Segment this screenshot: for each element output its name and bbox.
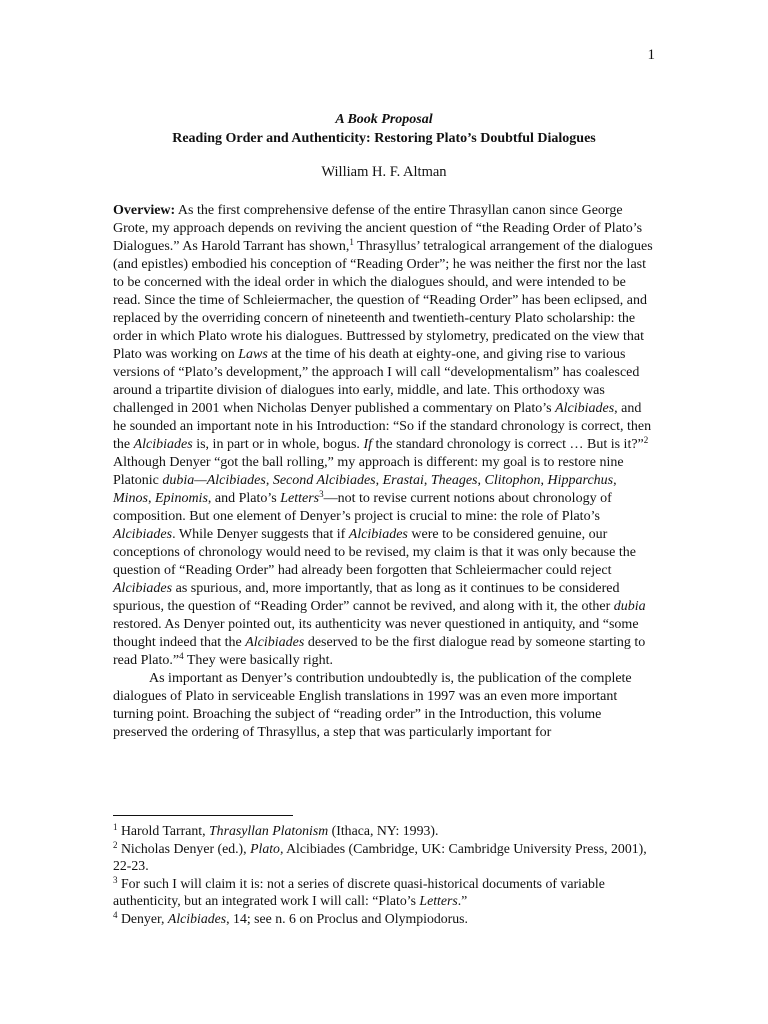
footnote-number: 2 bbox=[113, 839, 118, 850]
text-run: , and Plato’s bbox=[207, 491, 281, 506]
footnote-ref-4[interactable]: 4 bbox=[179, 651, 184, 661]
text-run: , bbox=[375, 473, 383, 488]
footnote-1 bbox=[113, 822, 655, 840]
text-run: restored. As Denyer pointed out, its authenticity was never questioned in antiquity, and “some thought indeed that the bbox=[113, 617, 639, 650]
text-run: Alcibiades (Cambridge, UK: Cambridge University Press, 2001), 22-23. bbox=[113, 840, 647, 873]
text-run: Harold Tarrant, bbox=[117, 823, 209, 838]
footnote-2 bbox=[113, 840, 655, 875]
text-run: the standard chronology is correct … But is it?” bbox=[372, 437, 644, 452]
text-run: As the first comprehensive defense of the entire Thrasyllan canon since George Grote, my approach depends on reviving the ancient question of “the Reading Order of Plato’s Dialogues.” As Harold Tarrant has shown, bbox=[113, 203, 643, 254]
footnote-number: 1 bbox=[113, 822, 118, 832]
footnote-4 bbox=[113, 910, 655, 928]
italic-title: Alcibiades bbox=[133, 437, 193, 452]
text-run: were to be considered genuine, our conceptions of chronology would need to be revised, my claim is that it was only because the question of “Reading Order” had already been forgotten that Schleiermacher could reject bbox=[113, 527, 636, 578]
footnote-divider bbox=[113, 815, 293, 816]
footnote-ref-1[interactable]: 1 bbox=[349, 237, 354, 247]
text-run: They were basically right. bbox=[183, 653, 334, 668]
overview-lead: Overview: bbox=[113, 203, 176, 218]
italic-title: Plato, bbox=[250, 840, 284, 856]
footnote-ref-2[interactable]: 2 bbox=[643, 435, 649, 445]
italic-title: Theages bbox=[430, 473, 478, 488]
text-run: as spurious, and, more importantly, that as long as it continues to be considered spurious, the question of “Reading Order” cannot be revived, and along with it, the other bbox=[113, 581, 620, 614]
author-name: William H. F. Altman bbox=[321, 164, 447, 180]
italic-title: Thrasyllan Platonism bbox=[209, 823, 329, 838]
italic-title: Epinomis bbox=[155, 491, 208, 506]
text-run: Denyer, bbox=[117, 910, 168, 926]
text-run: Although Denyer “got the ball rolling,” my approach is different: my goal is to restore nine Platonic bbox=[113, 455, 624, 488]
text-run: .” bbox=[457, 893, 468, 908]
text-run: at the time of his death at eighty-one, and giving rise to various versions of “Plato’s development,” the approach I will call “developmentalism” has coalesced around a tripartite division of dialogues into early, middle, and late. This orthodoxy was challenged in 2001 when Nicholas Denyer published a commentary on Plato’s bbox=[113, 347, 640, 416]
body-text bbox=[113, 202, 655, 742]
document-subtitle: Reading Order and Authenticity: Restoring Plato’s Doubtful Dialogues bbox=[172, 131, 596, 146]
footnotes bbox=[113, 822, 655, 927]
text-run: (Ithaca, NY: 1993). bbox=[328, 823, 439, 838]
italic-title: Minos bbox=[113, 491, 148, 506]
text-run: deserved to be the first dialogue read by someone starting to read Plato.” bbox=[113, 635, 646, 668]
italic-word: If bbox=[363, 437, 372, 452]
text-run: , 14; see n. 6 on Proclus and Olympiodorus. bbox=[226, 910, 468, 926]
text-run: Thrasyllus’ tetralogical arrangement of the dialogues (and epistles) embodied his conception of “Reading Order”; he was neither the first nor the last to be concerned with the ideal order in which the dialogues should, and were intended to be read. Since the time of Schleiermacher, the question of “Reading Order” has been eclipsed, and replaced by the overriding concern of nineteenth and twentieth-century Plato scholarship: the order in which Plato wrote his dialogues. Buttressed by stylometry, predicated on the view that Plato was working on bbox=[113, 239, 653, 362]
overview-paragraph bbox=[113, 202, 655, 670]
footnote-number: 3 bbox=[113, 874, 118, 885]
text-run: For such I will claim it is: not a series of discrete quasi-historical documents of variable authenticity, but an integrated work I will call: “Plato’s bbox=[113, 875, 605, 908]
text-run: , bbox=[148, 491, 155, 506]
footnote-3 bbox=[113, 875, 655, 910]
italic-title: Second Alcibiades bbox=[272, 473, 376, 488]
text-run: . While Denyer suggests that if bbox=[172, 527, 349, 542]
italic-word: dubia bbox=[613, 599, 646, 614]
italic-title: Alcibiades bbox=[167, 910, 227, 926]
italic-title: Alcibiades bbox=[245, 635, 305, 650]
text-run: , bbox=[477, 473, 485, 488]
italic-title: Laws bbox=[238, 347, 268, 362]
italic-title: Letters bbox=[419, 893, 458, 908]
italic-title: Alcibiades bbox=[113, 581, 173, 596]
title-block bbox=[113, 110, 655, 182]
text-run: , bbox=[265, 473, 273, 488]
text-run: , and he sounded an important note in his Introduction: “So if the standard chronology is correct, then the bbox=[113, 401, 652, 452]
italic-title: dubia—Alcibiades bbox=[162, 473, 266, 488]
text-run: , bbox=[540, 473, 548, 488]
page-number: 1 bbox=[647, 47, 655, 63]
second-paragraph: As important as Denyer’s contribution undoubtedly is, the publication of the complete dialogues of Plato in serviceable English translations in 1997 was an even more important turning point. Broaching the subject of “reading order” in the Introduction, this volume preserved the ordering of Thrasyllus, a step that was particularly important for bbox=[113, 671, 632, 740]
italic-title: Alcibiades bbox=[348, 527, 408, 542]
text-run: , bbox=[423, 473, 431, 488]
italic-title: Letters bbox=[280, 491, 320, 506]
italic-title: Alcibiades bbox=[555, 401, 615, 416]
text-run: , bbox=[613, 473, 617, 488]
italic-title: Alcibiades bbox=[113, 527, 173, 542]
text-run: Nicholas Denyer (ed.), bbox=[117, 840, 251, 856]
footnote-ref-3[interactable]: 3 bbox=[319, 489, 324, 499]
footnote-number: 4 bbox=[113, 909, 118, 920]
text-run: —not to revise current notions about chronology of composition. But one element of Denyer’s project is crucial to mine: the role of Plato’s bbox=[113, 491, 612, 524]
italic-title: Erastai bbox=[382, 473, 424, 488]
text-run: is, in part or in whole, bogus. bbox=[192, 437, 364, 452]
document-title: A Book Proposal bbox=[335, 112, 433, 127]
italic-title: Hipparchus bbox=[547, 473, 614, 488]
italic-title: Clitophon bbox=[484, 473, 541, 488]
